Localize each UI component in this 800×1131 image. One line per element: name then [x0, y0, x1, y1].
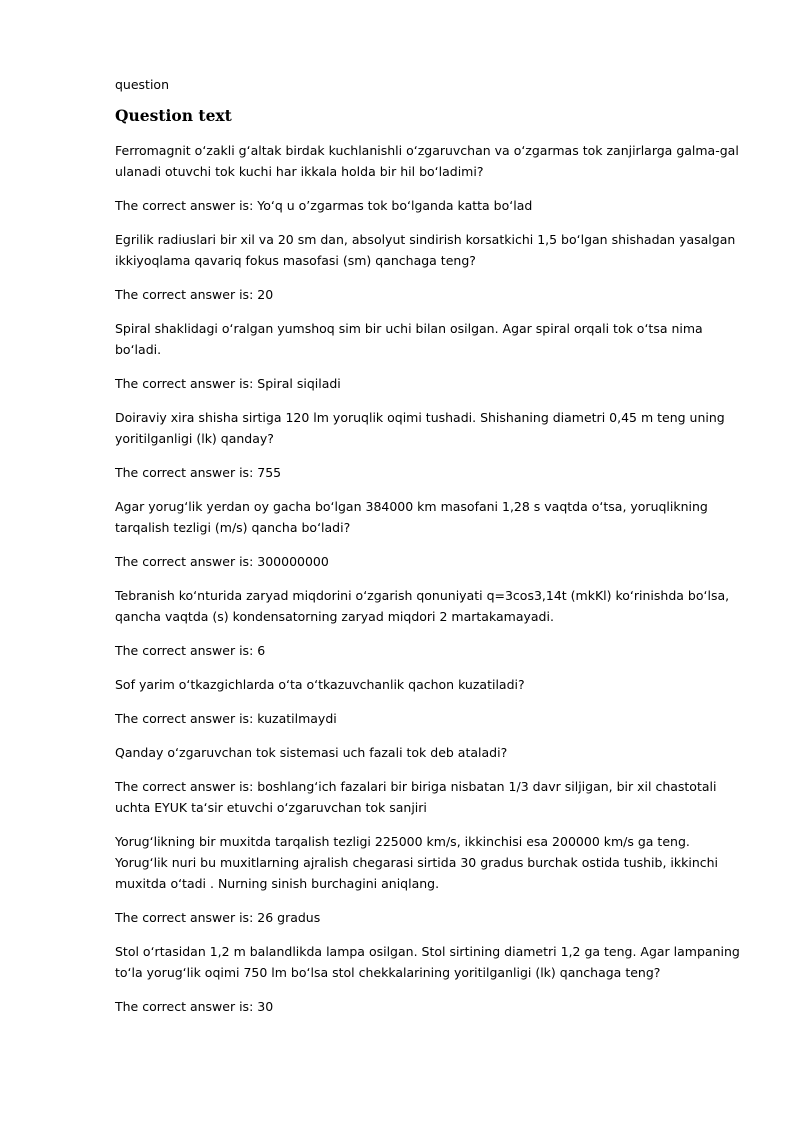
qa-item	[115, 496, 745, 572]
question-text: Spiral shaklidagi o‘ralgan yumshoq sim bir uchi bilan osilgan. Agar spiral orqali tok o‘tsa nima bo‘ladi.	[115, 321, 703, 357]
qa-item	[115, 941, 745, 1017]
question-text: Qanday o‘zgaruvchan tok sistemasi uch fazali tok deb ataladi?	[115, 745, 508, 760]
correct-answer: The correct answer is: Yo‘q u o’zgarmas tok bo‘lganda katta bo‘lad	[115, 198, 533, 213]
question-heading: Question text	[115, 106, 232, 125]
correct-answer: The correct answer is: 6	[115, 643, 266, 658]
qa-item	[115, 831, 745, 928]
question-text: Agar yorug‘lik yerdan oy gacha bo‘lgan 384000 km masofani 1,28 s vaqtda o‘tsa, yoruqlikning tarqalish tezligi (m/s) qancha bo‘ladi?	[115, 499, 708, 535]
question-text: Sof yarim o‘tkazgichlarda o‘ta o‘tkazuvchanlik qachon kuzatiladi?	[115, 677, 525, 692]
qa-item	[115, 407, 745, 483]
correct-answer: The correct answer is: 300000000	[115, 554, 329, 569]
document-page	[115, 76, 745, 1030]
correct-answer: The correct answer is: 26 gradus	[115, 910, 321, 925]
question-label: question	[115, 77, 170, 92]
question-text: Egrilik radiuslari bir xil va 20 sm dan, absolyut sindirish korsatkichi 1,5 bo‘lgan shishadan yasalgan ikkiyoqlama qavariq fokus masofasi (sm) qanchaga teng?	[115, 232, 736, 268]
correct-answer: The correct answer is: boshlang‘ich fazalari bir biriga nisbatan 1/3 davr siljigan, bir xil chastotali uchta EYUK ta‘sir etuvchi o‘zgaruvchan tok sanjiri	[115, 779, 717, 815]
qa-item	[115, 742, 745, 818]
question-text: Tebranish ko‘nturida zaryad miqdorini o‘zgarish qonuniyati q=3cos3,14t (mkKl) ko‘rinishda bo‘lsa, qancha vaqtda (s) kondensatorning zaryad miqdori 2 martakamayadi.	[115, 588, 730, 624]
correct-answer: The correct answer is: kuzatilmaydi	[115, 711, 337, 726]
question-text: Ferromagnit o‘zakli g‘altak birdak kuchlanishli o‘zgaruvchan va o‘zgarmas tok zanjirlarga galma-gal ulanadi otuvchi tok kuchi har ikkala holda bir hil bo‘ladimi?	[115, 143, 739, 179]
correct-answer: The correct answer is: 30	[115, 999, 274, 1014]
qa-item	[115, 674, 745, 729]
correct-answer: The correct answer is: 20	[115, 287, 274, 302]
qa-item	[115, 318, 745, 394]
correct-answer: The correct answer is: Spiral siqiladi	[115, 376, 341, 391]
correct-answer: The correct answer is: 755	[115, 465, 282, 480]
qa-item	[115, 585, 745, 661]
question-text: Doiraviy xira shisha sirtiga 120 lm yoruqlik oqimi tushadi. Shishaning diametri 0,45 m teng uning yoritilganligi (lk) qanday?	[115, 410, 725, 446]
qa-item	[115, 140, 745, 216]
question-text: Yorug‘likning bir muxitda tarqalish tezligi 225000 km/s, ikkinchisi esa 200000 km/s ga teng. Yorug‘lik nuri bu muxitlarning ajralish chegarasi sirtida 30 gradus burchak ostida tushib, ikkinchi muxitda o‘tadi . Nurning sinish burchagini aniqlang.	[115, 834, 719, 891]
qa-item	[115, 229, 745, 305]
question-text: Stol o‘rtasidan 1,2 m balandlikda lampa osilgan. Stol sirtining diametri 1,2 ga teng. Agar lampaning to‘la yorug‘lik oqimi 750 lm bo‘lsa stol chekkalarining yoritilganligi (lk) qanchaga teng?	[115, 944, 740, 980]
